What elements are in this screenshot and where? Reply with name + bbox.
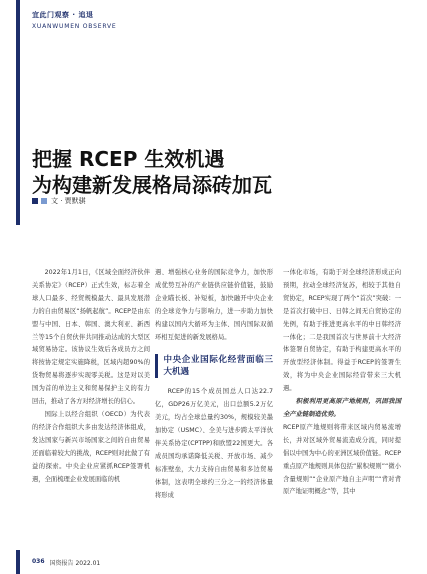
column-3 — [283, 267, 401, 499]
paragraph: RCEP原产地规则将带来区域内贸易流增长，并对区域外贸易流造成分流，同时提倡以中国为中心的亚洲区域价值链。RCEP重点原产地规则具体包括“累积规则”“微小含量规则”“企业原产地自主声明”“背对背原产地证明概念”等，其中 — [283, 423, 401, 496]
title-line-1: 把握 RCEP 生效机遇 — [32, 147, 225, 171]
author-marker-icon-2 — [41, 198, 47, 204]
issue-label: 国资报告 2022.01 — [49, 560, 101, 567]
paragraph: RCEP的15个成员国总人口达22.7亿，GDP26万亿美元，出口总额5.2万亿美元，均占全球总量约30%，规模较美墨加协定（USMC）、全美与进步跨太平洋伙伴关系协定(CPTPP)和欧盟22国更大。各成员国均承诺降低关税、开放市场、减少标准壁垒，大力支持自由贸易和多边贸易体制，这表明全球约三分之一的经济体量将形成 — [155, 388, 273, 499]
article-title — [32, 146, 272, 198]
author-name: 文 · 贾默骐 — [51, 197, 86, 205]
page-number: 036 — [32, 558, 45, 565]
author-line — [32, 196, 86, 206]
page-footer — [32, 558, 100, 567]
italic-lead: 积极利用更高原产地规则，巩固我国全产业链制造优势。 — [283, 398, 401, 418]
author-marker-icon — [32, 198, 38, 204]
section-title-cn: 宜此门观察 · 追退 — [32, 11, 94, 19]
section-header — [32, 10, 116, 30]
subheading-text: 中央企业国际化经营面临三大机遇 — [163, 355, 273, 378]
paragraph: 一体化市场，有助于对全球经济形成正向预期，拉动全球经济复苏，相较于其他自贸协定，RCEP实现了两个“首次”突破：一是首次打破中日、日韩之间无自贸协定的先例，有助于推进更高水平的中日韩经济一体化；二是我国首次与世界前十大经济体签署自贸协定，有助于构建更高水平的开放型经济体制。得益于RCEP的签署生效，将为中央企业国际经营带来三大机遇。 — [283, 269, 401, 393]
section-title-en: XUANWUMEN OBSERVE — [32, 23, 117, 30]
column-2 — [155, 267, 273, 503]
title-line-2: 为构建新发展格局添砖加瓦 — [32, 173, 272, 197]
paragraph: 2022年1月1日，《区域全面经济伙伴关系协定》（RCEP）正式生效，标志着全球人口最多、经贸规模最大、最具发展潜力的自由贸易区“扬帆起航”。RCEP是由东盟与中国、日本、韩国、澳大利亚、新西兰等15个自贸伙伴共同推动达成的大型区域贸易协定。该协议生效后各成员方之间将按协定规定实施降税，区域内超90%的货物贸易将逐步实现零关税。这是对以美国为首的单边主义和贸易保护主义的有力回击，推动了各方对经济增长的信心。 — [32, 269, 150, 406]
paragraph: 遇、增强核心业务的国际竞争力，加快形成优势互补的产业链供应链价值链，鼓励企业瞄长板、补短板，加快融开中央企业的全球竞争力与影响力，进一步助力加快构建以国内大循环为主体、国内国际双循环相互促进的新发展格局。 — [155, 269, 273, 341]
column-1 — [32, 267, 150, 486]
paragraph: 国际上以经合组织（OECD）为代表的经济合作组织大多由发达经济体组成，发达国家与新兴市场国家之间的自由贸易还面临着较大的挑战，RCEP则对此做了有益的探索。中央企业应紧抓RCEP签署机遇，全面梳理企业发展面临的机 — [32, 410, 150, 483]
bottom-accent-bar — [16, 550, 20, 574]
subheading — [155, 354, 273, 378]
subheading-bar — [155, 354, 158, 378]
top-accent-bar — [16, 0, 20, 225]
